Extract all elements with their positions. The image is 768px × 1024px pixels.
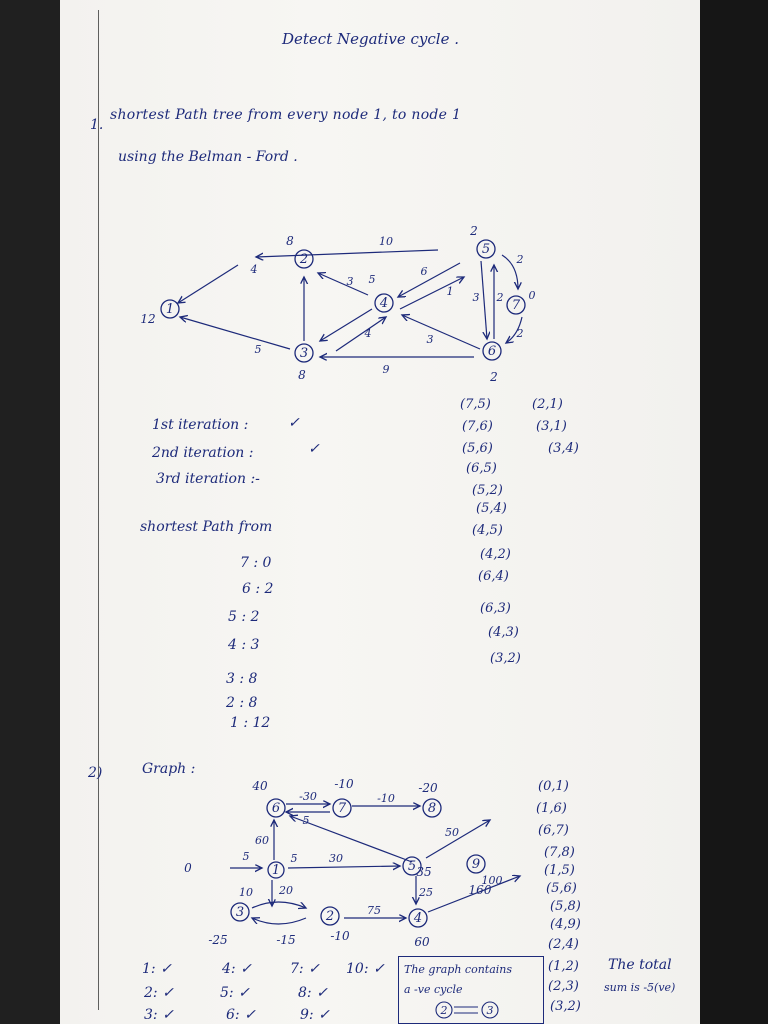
page-title: Detect Negative cycle .: [282, 30, 459, 48]
g1-dist-2: 8: [286, 234, 294, 248]
g2-node-2: 2: [325, 909, 335, 924]
check-3: 3: ✓: [144, 1007, 174, 1023]
g1-dist-5: 2: [470, 224, 478, 238]
iteration-3-label: 3rd iteration :-: [156, 471, 260, 487]
cycle-node-a: 2: [440, 1004, 448, 1017]
g1-w-4-2a: 3: [346, 275, 354, 288]
g2-node-7: 7: [337, 801, 347, 816]
g2-w-5-4: 25: [419, 886, 433, 899]
g1-dist-3: 8: [298, 368, 306, 382]
g2-dist-8: -20: [418, 781, 438, 795]
g1-w-4-5: 1: [446, 285, 454, 298]
g2-edge-8: (2,4): [548, 937, 579, 952]
check-4: 4: ✓: [222, 961, 252, 977]
g1-node-3: 3: [299, 346, 309, 361]
shortest-3: 3 : 8: [226, 671, 258, 687]
graph1-diagram: [140, 225, 540, 395]
check-7: 7: ✓: [290, 961, 320, 977]
iteration-2-label: 2nd iteration :: [152, 445, 254, 461]
g2-dist-1: 0: [184, 861, 192, 875]
shortest-2: 2 : 8: [226, 695, 258, 711]
g2-w-7-6: 5: [302, 814, 310, 827]
box-line-2: a -ve cycle: [404, 983, 463, 996]
check-5: 5: ✓: [220, 985, 250, 1001]
g1-w-5-6: 3: [472, 291, 480, 304]
g2-w-5-8: 50: [445, 826, 459, 839]
background-right: [700, 0, 768, 1024]
g2-edge-2: (6,7): [538, 823, 569, 838]
section2-number: 2): [88, 765, 103, 781]
edge-list-1-3: (6,5): [466, 461, 497, 476]
g2-node-8: 8: [427, 801, 437, 816]
g2-node-3: 3: [235, 905, 245, 920]
g2-w-4-9: 100: [481, 874, 503, 887]
edge-list-1-0: (7,5): [460, 397, 491, 412]
g2-edge-1: (1,6): [536, 801, 567, 816]
g2-w-1-5b: 5: [290, 852, 298, 865]
g2-edge-9: (1,2): [548, 959, 579, 974]
section1-line1: shortest Path tree from every node 1, to node 1: [110, 107, 462, 123]
g2-dist-7: -10: [334, 777, 354, 791]
g2-dist-3: -25: [208, 933, 228, 947]
g1-w-3-1: 5: [254, 343, 262, 356]
check-8: 8: ✓: [298, 985, 328, 1001]
margin-line: [98, 10, 99, 1010]
g2-edge-10: (2,3): [548, 979, 579, 994]
g1-node-6: 6: [487, 344, 497, 359]
edge-list-1-6: (4,5): [472, 523, 503, 538]
g2-w-6-7: -30: [299, 790, 317, 803]
g2-node-4: 4: [413, 911, 423, 926]
edge-4-5: [400, 277, 464, 309]
g1-dist-6: 2: [490, 370, 498, 384]
graph2-diagram: [130, 777, 530, 955]
edge-3-4: [336, 317, 386, 351]
g2-edge-4: (1,5): [544, 863, 575, 878]
g1-node-2: 2: [299, 252, 309, 267]
edge-list-1-7: (4,2): [480, 547, 511, 562]
edge-2-3: [252, 918, 306, 924]
g2-dist-5: 35: [416, 865, 432, 879]
box-line-1: The graph contains: [404, 963, 513, 976]
shortest-5: 5 : 2: [228, 609, 260, 625]
section1-line2: using the Belman - Ford .: [118, 149, 298, 165]
total-note-line1: The total: [608, 957, 672, 973]
shortest-4: 4 : 3: [228, 637, 260, 653]
edge-6-4: [402, 315, 480, 349]
g2-dist-4: 60: [414, 935, 430, 949]
iteration-1-label: 1st iteration :: [152, 417, 249, 433]
g2-dist-2: -15: [276, 933, 296, 947]
g2-edge-6: (5,8): [550, 899, 581, 914]
g2-node-1: 1: [271, 863, 281, 878]
edge-list-2-0: (2,1): [532, 397, 563, 412]
g1-w-6-3: 9: [382, 363, 390, 376]
g2-w-0-1: 5: [242, 850, 250, 863]
check-10: 10: ✓: [346, 961, 385, 977]
total-note-line2: sum is -5(ve): [604, 981, 676, 994]
edge-list-2-1: (3,1): [536, 419, 567, 434]
check-1: 1: ✓: [142, 961, 172, 977]
edge-3-2: [252, 902, 306, 908]
g2-edge-11: (3,2): [550, 999, 581, 1014]
g2-node-9: 9: [471, 857, 481, 872]
g1-node-4: 4: [379, 296, 389, 311]
iteration-2-check: ✓: [308, 441, 320, 457]
g1-node-5: 5: [481, 242, 491, 257]
g2-w-3-2: 10: [239, 886, 253, 899]
g1-w-6-4: 3: [426, 333, 434, 346]
section2-heading: Graph :: [142, 761, 196, 777]
edge-2-1: [178, 265, 238, 303]
g1-w-4-3: 4: [364, 327, 372, 340]
g2-dist-9: 160: [468, 883, 492, 897]
g1-dist-1: 12: [140, 312, 156, 326]
g2-dist-6: 40: [252, 779, 268, 793]
background-left: [0, 0, 60, 1024]
g1-node-7: 7: [511, 298, 521, 313]
edge-list-1-1: (7,6): [462, 419, 493, 434]
g1-w-4-2b: 5: [368, 273, 376, 286]
edge-1-5: [288, 866, 400, 868]
g2-node-5: 5: [407, 859, 417, 874]
g2-w-2-4: 75: [367, 904, 381, 917]
check-6: 6: ✓: [226, 1007, 256, 1023]
g1-node-1: 1: [165, 302, 175, 317]
shortest-path-title: shortest Path from: [140, 519, 273, 535]
edge-5-2: [256, 250, 438, 257]
g2-dist-2b: -10: [330, 929, 350, 943]
edge-4-2: [318, 273, 368, 295]
check-2: 2: ✓: [144, 985, 174, 1001]
check-9: 9: ✓: [300, 1007, 330, 1023]
notebook-page: [60, 0, 700, 1024]
g1-w-2-1: 4: [250, 263, 258, 276]
g1-w-5-7: 2: [516, 253, 524, 266]
edge-list-1-9: (6,3): [480, 601, 511, 616]
edge-list-1-5: (5,4): [476, 501, 507, 516]
edge-5-6: [481, 261, 487, 339]
g2-edge-3: (7,8): [544, 845, 575, 860]
section1-number: 1.: [90, 117, 104, 133]
shortest-1: 1 : 12: [230, 715, 271, 731]
g1-w-5-2: 10: [379, 235, 393, 248]
iteration-1-check: ✓: [288, 415, 300, 431]
g2-w-1-5: 30: [329, 852, 343, 865]
edge-list-1-4: (5,2): [472, 483, 503, 498]
g2-node-6: 6: [271, 801, 281, 816]
g2-w-7-8: -10: [377, 792, 395, 805]
g2-edge-5: (5,6): [546, 881, 577, 896]
shortest-7: 7 : 0: [240, 555, 272, 571]
edge-list-1-8: (6,4): [478, 569, 509, 584]
g1-w-7-0: 0: [528, 289, 536, 302]
g1-w-5-4: 6: [420, 265, 428, 278]
edge-3-1: [180, 317, 290, 349]
cycle-node-b: 3: [486, 1004, 494, 1017]
g1-w-7-6: 2: [516, 327, 524, 340]
edge-list-1-2: (5,6): [462, 441, 493, 456]
g2-w-1-2: 20: [279, 884, 293, 897]
g2-edge-7: (4,9): [550, 917, 581, 932]
g2-w-1-6: 60: [255, 834, 269, 847]
cycle-diagram: [432, 998, 512, 1022]
edge-list-2-2: (3,4): [548, 441, 579, 456]
g1-w-6-5: 2: [496, 291, 504, 304]
shortest-6: 6 : 2: [242, 581, 274, 597]
g2-edge-0: (0,1): [538, 779, 569, 794]
edge-list-1-11: (3,2): [490, 651, 521, 666]
edge-list-1-10: (4,3): [488, 625, 519, 640]
